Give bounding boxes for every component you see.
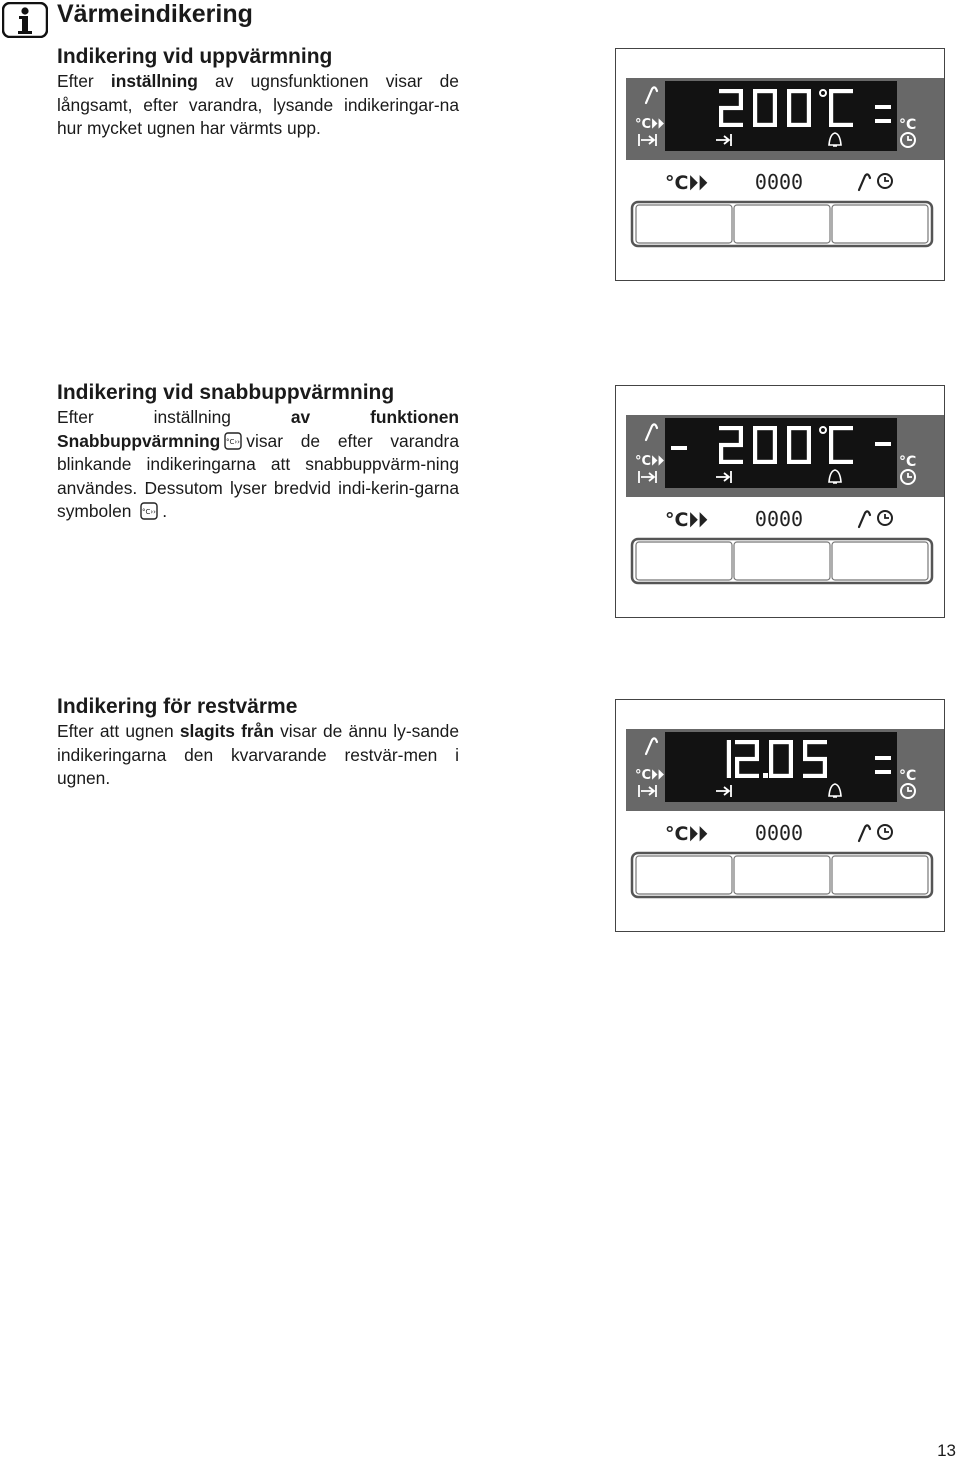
segment	[875, 770, 891, 774]
control-panel-illustration	[615, 48, 945, 281]
quick-heat-icon: °C⏵⏵	[635, 117, 665, 132]
timer-digits	[755, 821, 803, 845]
button-left[interactable]	[636, 856, 732, 894]
page-number: 13	[937, 1441, 956, 1460]
section-body: Efter att ugnen slagits från visar de ännu ly-sande indikeringarna den kvarvarande restvär-men i ugnen.	[57, 721, 460, 788]
button-left[interactable]	[636, 542, 732, 580]
button-right[interactable]	[832, 856, 928, 894]
timer-digits-label: 0000	[754, 507, 804, 531]
segment	[753, 89, 757, 108]
temp-unit-label: °C	[899, 117, 917, 133]
segment	[773, 426, 777, 445]
segment	[773, 89, 777, 108]
segment	[769, 759, 773, 778]
segment	[829, 108, 833, 127]
segment	[803, 740, 807, 759]
segment	[753, 426, 757, 445]
segment	[807, 426, 811, 445]
temp-unit-label: °C	[899, 768, 917, 784]
temp-unit-label: °C	[899, 454, 917, 470]
display-screen	[665, 418, 897, 488]
control-panel-illustration	[615, 699, 945, 932]
quick-heat-icon	[140, 502, 158, 520]
button-right[interactable]	[832, 205, 928, 243]
section-quick-heating	[57, 380, 459, 524]
section-body: Efter inställning av ugnsfunktionen visar de långsamt, efter varandra, lysande indikeringar-na hur mycket ugnen har värmts upp.	[57, 71, 459, 138]
section-heading: Indikering för restvärme	[57, 695, 298, 718]
probe-icon	[859, 825, 870, 841]
segment	[789, 759, 793, 778]
button-left[interactable]	[636, 205, 732, 243]
quick-heat-icon: °C⏵⏵	[635, 768, 665, 783]
section-residual-heat	[57, 694, 459, 791]
segment	[829, 426, 833, 445]
quick-heat-icon: °C⏵⏵	[635, 454, 665, 469]
segment	[823, 759, 827, 778]
segment	[789, 740, 793, 759]
segment	[739, 89, 743, 108]
segment	[875, 119, 891, 123]
timer-digits	[755, 507, 803, 531]
control-panel-illustration	[615, 385, 945, 618]
segment	[875, 105, 891, 109]
segment	[755, 740, 759, 759]
probe-icon	[859, 511, 870, 527]
section-heading: Indikering vid uppvärmning	[57, 45, 333, 68]
segment	[787, 89, 791, 108]
segment	[671, 446, 687, 450]
segment	[719, 445, 723, 464]
clock-icon	[878, 511, 892, 525]
button-middle[interactable]	[734, 205, 830, 243]
segment	[787, 445, 791, 464]
button-middle[interactable]	[734, 542, 830, 580]
section-heading: Indikering vid snabbuppvärmning	[57, 381, 395, 404]
display-screen	[665, 81, 897, 151]
segment	[769, 740, 773, 759]
section-heating	[57, 44, 459, 141]
segment	[787, 426, 791, 445]
quick-heat-label: °C⏵⏵	[665, 172, 708, 194]
page-title: Värmeindikering	[57, 0, 253, 28]
segment	[735, 759, 739, 778]
segment	[807, 445, 811, 464]
svg-text:°C››: °C››	[226, 437, 241, 446]
segment	[727, 740, 731, 759]
quick-heat-label: °C⏵⏵	[665, 509, 708, 531]
info-icon	[2, 2, 48, 38]
segment	[773, 445, 777, 464]
segment	[753, 108, 757, 127]
segment	[807, 89, 811, 108]
timer-digits-label: 0000	[754, 821, 804, 845]
section-body: Efter inställning av funktionen Snabbuppvärmning °C›› visar de efter varandra blinkande indikeringarna att snabbuppvärm-ning användes. Dessutom lyser bredvid indi-kerin-garna symbolen °C›› .	[57, 407, 459, 521]
segment	[807, 108, 811, 127]
segment	[829, 89, 833, 108]
probe-icon	[859, 174, 870, 190]
clock-icon	[878, 825, 892, 839]
segment	[753, 445, 757, 464]
segment	[739, 426, 743, 445]
svg-text:°C››: °C››	[142, 508, 157, 516]
timer-digits-label: 0000	[754, 170, 804, 194]
quick-heat-icon	[224, 432, 242, 450]
timer-digits	[755, 170, 803, 194]
segment	[727, 759, 731, 778]
quick-heat-label: °C⏵⏵	[665, 823, 708, 845]
button-middle[interactable]	[734, 856, 830, 894]
segment	[875, 442, 891, 446]
segment	[829, 445, 833, 464]
segment	[787, 108, 791, 127]
segment	[719, 108, 723, 127]
clock-icon	[878, 174, 892, 188]
segment	[773, 108, 777, 127]
segment	[875, 756, 891, 760]
button-right[interactable]	[832, 542, 928, 580]
